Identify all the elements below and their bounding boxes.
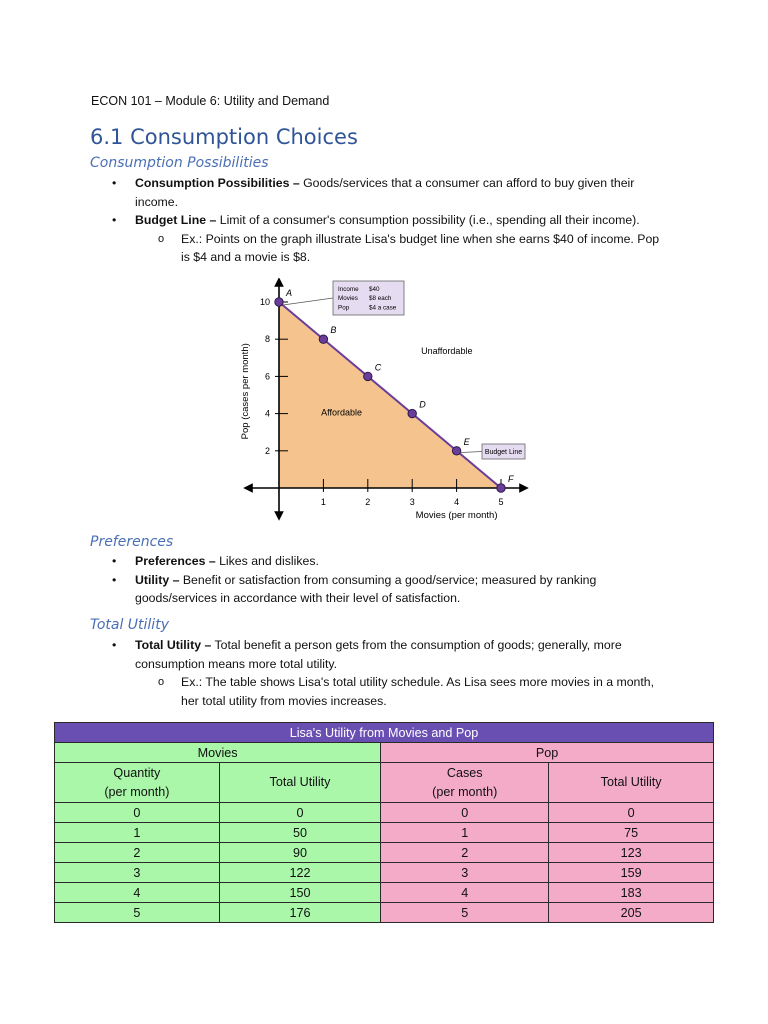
- bullet-dot: •: [112, 638, 117, 652]
- cell-pop-cases: 2: [381, 843, 549, 863]
- budget-line-chart: [238, 278, 530, 522]
- x-tick-label: 5: [498, 497, 504, 507]
- info-row-value: $40: [369, 286, 380, 293]
- term-budget-line: Budget Line –: [135, 213, 217, 227]
- definition-text: Goods/services that a consumer can afford to buy given their: [299, 176, 635, 190]
- budget-point: [408, 409, 416, 417]
- unaffordable-label: Unaffordable: [421, 346, 473, 357]
- sub-bullet-marker: o: [158, 676, 165, 688]
- example-text-cont: is $4 and a movie is $8.: [181, 250, 311, 264]
- bullet-utility: [90, 571, 690, 608]
- budget-point-label: C: [374, 362, 382, 373]
- budget-line-label: Budget Line: [484, 449, 523, 456]
- info-box: [283, 281, 404, 315]
- cell-movie-quantity: 2: [55, 843, 220, 863]
- cell-movie-utility: 50: [219, 823, 380, 843]
- col-header-quantity-line1: Quantity: [113, 765, 161, 780]
- pop-group-header: Pop: [381, 743, 714, 763]
- table-row: [55, 843, 714, 863]
- utility-table: [54, 722, 714, 923]
- affordable-label: Affordable: [321, 407, 363, 418]
- definition-text: Benefit or satisfaction from consuming a good/service; measured by ranking: [179, 572, 597, 587]
- cell-movie-quantity: 0: [55, 803, 220, 823]
- budget-point-label: F: [508, 474, 514, 484]
- x-tick-label: 3: [409, 497, 415, 507]
- sub-bullet-marker: o: [158, 232, 165, 245]
- total-utility-heading: Total Utility: [90, 617, 169, 633]
- bullet-total-utility: [90, 636, 690, 673]
- cell-pop-cases: 0: [381, 803, 549, 823]
- budget-point: [497, 484, 505, 492]
- info-box-connector: [283, 298, 333, 305]
- table-row: [55, 883, 714, 903]
- budget-point-label: D: [419, 399, 426, 410]
- section-title: 6.1 Consumption Choices: [90, 125, 358, 149]
- col-header-pop-utility: Total Utility: [549, 763, 714, 803]
- table-row: [55, 803, 714, 823]
- course-header: ECON 101 – Module 6: Utility and Demand: [91, 94, 330, 108]
- cell-pop-utility: 123: [549, 843, 714, 863]
- example-text: Ex.: The table shows Lisa's total utility schedule. As Lisa sees more movies in a month,: [181, 675, 655, 689]
- col-header-cases-line2: (per month): [432, 784, 498, 799]
- bullet-dot: •: [112, 213, 117, 227]
- total-utility-bullets: [90, 636, 690, 710]
- term-preferences: Preferences –: [135, 554, 216, 568]
- cell-pop-cases: 5: [381, 903, 549, 923]
- col-header-quantity-line2: (per month): [104, 784, 170, 799]
- budget-line-chart-svg: [238, 278, 530, 522]
- definition-text: Likes and dislikes.: [215, 554, 319, 568]
- consumption-bullets: [90, 174, 690, 267]
- sub-bullet-example: [90, 230, 690, 267]
- y-tick-label: 4: [264, 408, 270, 419]
- bullet-dot: •: [112, 572, 117, 587]
- cell-movie-utility: 176: [219, 903, 380, 923]
- y-tick-label: 6: [264, 371, 270, 382]
- cell-movie-quantity: 1: [55, 823, 220, 843]
- preferences-bullets: [90, 552, 690, 608]
- cell-movie-utility: 0: [219, 803, 380, 823]
- cell-pop-cases: 4: [381, 883, 549, 903]
- y-axis-label: Pop (cases per month): [240, 343, 251, 440]
- definition-text-cont: income.: [135, 194, 179, 209]
- definition-text-cont: consumption means more total utility.: [135, 656, 338, 671]
- definition-text: Total benefit a person gets from the consumption of goods; generally, more: [211, 638, 622, 652]
- term-consumption-possibilities: Consumption Possibilities –: [135, 176, 300, 190]
- preferences-heading: Preferences: [90, 534, 174, 550]
- y-tick-label: 10: [259, 297, 270, 307]
- cell-pop-cases: 1: [381, 823, 549, 843]
- x-tick-label: 4: [454, 497, 460, 507]
- x-axis-label: Movies (per month): [415, 510, 498, 521]
- cell-pop-utility: 205: [549, 903, 714, 923]
- budget-point: [452, 447, 460, 455]
- term-utility: Utility –: [135, 572, 180, 587]
- example-text-cont: her total utility from movies increases.: [181, 693, 387, 708]
- bullet-preferences: [90, 552, 690, 571]
- x-tick-label: 2: [365, 497, 371, 507]
- budget-point: [319, 335, 327, 343]
- budget-line-connector: [459, 452, 482, 453]
- col-header-quantity: [55, 763, 220, 803]
- table-row: [55, 863, 714, 883]
- cell-movie-quantity: 4: [55, 883, 220, 903]
- y-tick-label: 8: [264, 334, 270, 345]
- table-row: [55, 903, 714, 923]
- col-header-cases-line1: Cases: [446, 765, 483, 780]
- definition-text: Limit of a consumer's consumption possibility (i.e., spending all their income).: [216, 213, 640, 227]
- cell-pop-utility: 159: [549, 863, 714, 883]
- bullet-dot: •: [112, 176, 117, 190]
- budget-point-label: A: [286, 288, 293, 298]
- info-row-name: Income: [338, 286, 359, 293]
- movies-group-header: Movies: [55, 743, 381, 763]
- bullet-consumption-possibilities: [90, 174, 690, 211]
- info-row-value: $8 each: [369, 295, 392, 303]
- info-row-value: $4 a case: [369, 304, 397, 312]
- bullet-dot: •: [112, 554, 117, 568]
- col-header-cases: [381, 763, 549, 803]
- y-tick-label: 2: [264, 445, 270, 456]
- col-header-movie-utility: Total Utility: [219, 763, 380, 803]
- cell-pop-utility: 0: [549, 803, 714, 823]
- consumption-possibilities-heading: Consumption Possibilities: [90, 155, 269, 171]
- cell-movie-quantity: 3: [55, 863, 220, 883]
- table-title: Lisa's Utility from Movies and Pop: [55, 723, 714, 743]
- cell-pop-cases: 3: [381, 863, 549, 883]
- table-row: [55, 823, 714, 843]
- cell-pop-utility: 75: [549, 823, 714, 843]
- budget-point-label: B: [330, 325, 337, 336]
- term-total-utility: Total Utility –: [135, 638, 212, 652]
- info-row-name: Pop: [338, 304, 350, 312]
- budget-point-label: E: [463, 436, 470, 447]
- x-tick-label: 1: [320, 497, 326, 507]
- cell-movie-utility: 90: [219, 843, 380, 863]
- budget-point: [275, 298, 283, 306]
- definition-text-cont: goods/services in accordance with their level of satisfaction.: [135, 591, 461, 605]
- budget-point: [364, 372, 372, 380]
- cell-movie-utility: 122: [219, 863, 380, 883]
- cell-movie-quantity: 5: [55, 903, 220, 923]
- example-text: Ex.: Points on the graph illustrate Lisa's budget line when she earns $40 of income. Pop: [181, 231, 660, 246]
- bullet-budget-line: [90, 211, 690, 230]
- cell-movie-utility: 150: [219, 883, 380, 903]
- info-row-name: Movies: [338, 295, 358, 303]
- sub-bullet-example: [90, 673, 690, 710]
- cell-pop-utility: 183: [549, 883, 714, 903]
